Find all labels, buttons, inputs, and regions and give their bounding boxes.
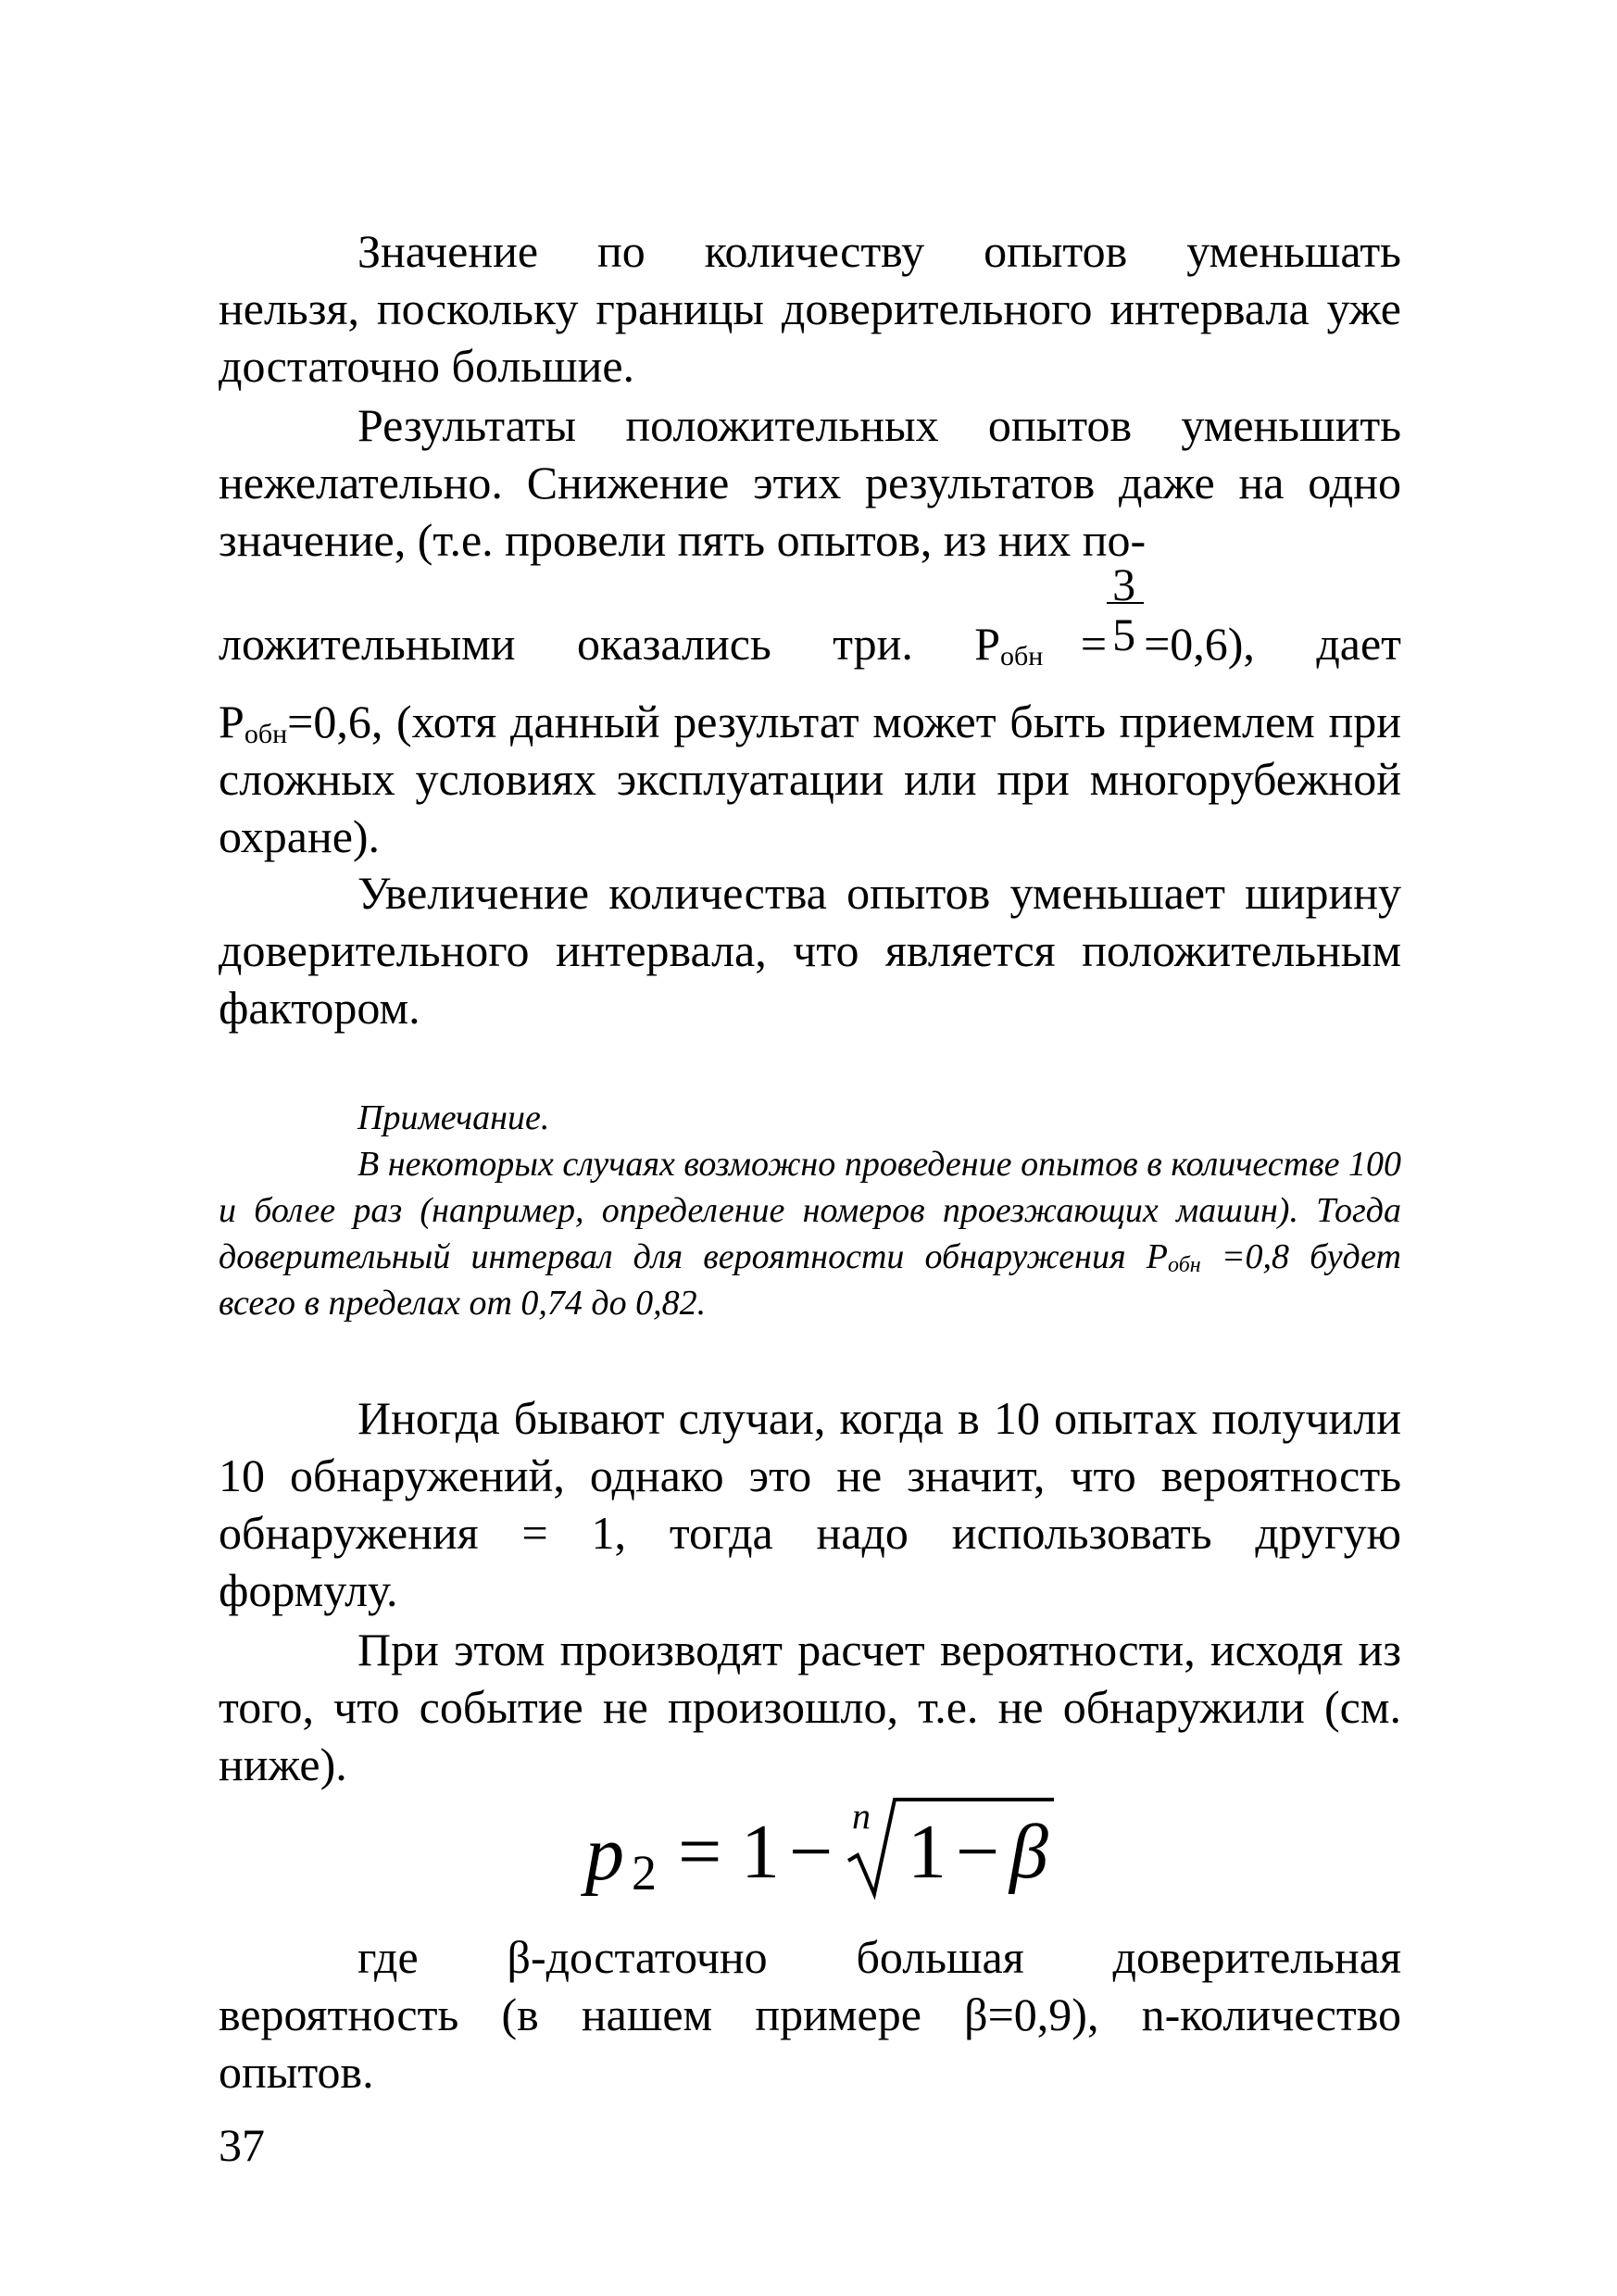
formula-beta: β bbox=[1009, 1809, 1048, 1895]
radical-index: n bbox=[852, 1795, 871, 1837]
word: Значение bbox=[357, 225, 539, 277]
fraction-numerator: 3 bbox=[1112, 558, 1136, 610]
formula-equals: = bbox=[678, 1809, 722, 1895]
word: ложительными bbox=[219, 618, 516, 670]
paragraph-2 bbox=[219, 396, 1401, 569]
formula-p2 bbox=[574, 1792, 1056, 1903]
paragraph-4: Иногда бывают случаи, когда в 10 опытах получили 10 обнаружений, однако это не значит, что вероятность обнаружения = 1, тогда надо использовать другую формулу. bbox=[219, 1392, 1401, 1616]
formula-one: 1 bbox=[741, 1809, 780, 1895]
word: три. bbox=[833, 618, 913, 670]
word: по bbox=[597, 225, 646, 277]
paragraph-1 bbox=[219, 222, 1401, 395]
paragraph-3: Увеличение количества опытов уменьшает ширину доверительного интервала, что является положительным фактором. bbox=[219, 867, 1401, 1034]
paragraph-2-continuation: $P_{обн}=0,6$, (хотя данный результат может быть приемлем при сложных условиях эксплуатации или при многорубежной охране). bbox=[219, 696, 1401, 862]
word: уменьшать bbox=[1186, 225, 1401, 277]
formula-subscript: 2 bbox=[632, 1845, 657, 1901]
word: количеству bbox=[704, 225, 925, 277]
word: оказались bbox=[576, 618, 771, 670]
page-number: 37 bbox=[219, 2119, 265, 2171]
note-block: Примечание. В некоторых случаях возможно проведение опытов в количестве 100 и более раз (например, определение номеров проезжающих машин). Тогда доверительный интервал для вероятности обнаружения $P_{обн} =0,8$ будет всего в пределах от 0,74 до 0,82. bbox=[219, 1095, 1401, 1326]
paragraph-2-fraction-line bbox=[219, 558, 1401, 672]
word: дает bbox=[1316, 618, 1401, 670]
paragraph-5: При этом производят расчет вероятности, исходя из того, что событие не произошло, т.е. не обнаружили (см. ниже). bbox=[219, 1624, 1401, 1790]
fraction-denominator: 5 bbox=[1112, 609, 1136, 660]
formula-minus: − bbox=[789, 1809, 834, 1895]
paragraph-1-first-line bbox=[219, 222, 1401, 280]
fraction bbox=[1107, 558, 1144, 660]
fraction-bar bbox=[1107, 602, 1144, 604]
formula-one-under-root: 1 bbox=[908, 1809, 946, 1895]
note-heading: Примечание. bbox=[357, 1098, 550, 1137]
paragraph-6: где β-достаточно большая доверительная вероятность (в нашем примере β=0,9), n-количество опытов. bbox=[219, 1931, 1401, 2098]
paragraph-2-text: Результаты положительных опытов уменьшить нежелательно. Снижение этих результатов даже на одно значение, (т.е. провели пять опытов, из них по- bbox=[219, 399, 1401, 566]
formula-variable-p: p bbox=[585, 1811, 624, 1897]
paragraph-1-rest: нельзя, поскольку границы доверительного интервала уже достаточно большие. bbox=[219, 282, 1401, 392]
formula-minus-under-root: − bbox=[956, 1809, 1000, 1895]
word: опытов bbox=[984, 225, 1128, 277]
p-detection-expression: $P_{обн}$ = $\frac{3}{5}$ =0,6), bbox=[974, 602, 1255, 672]
